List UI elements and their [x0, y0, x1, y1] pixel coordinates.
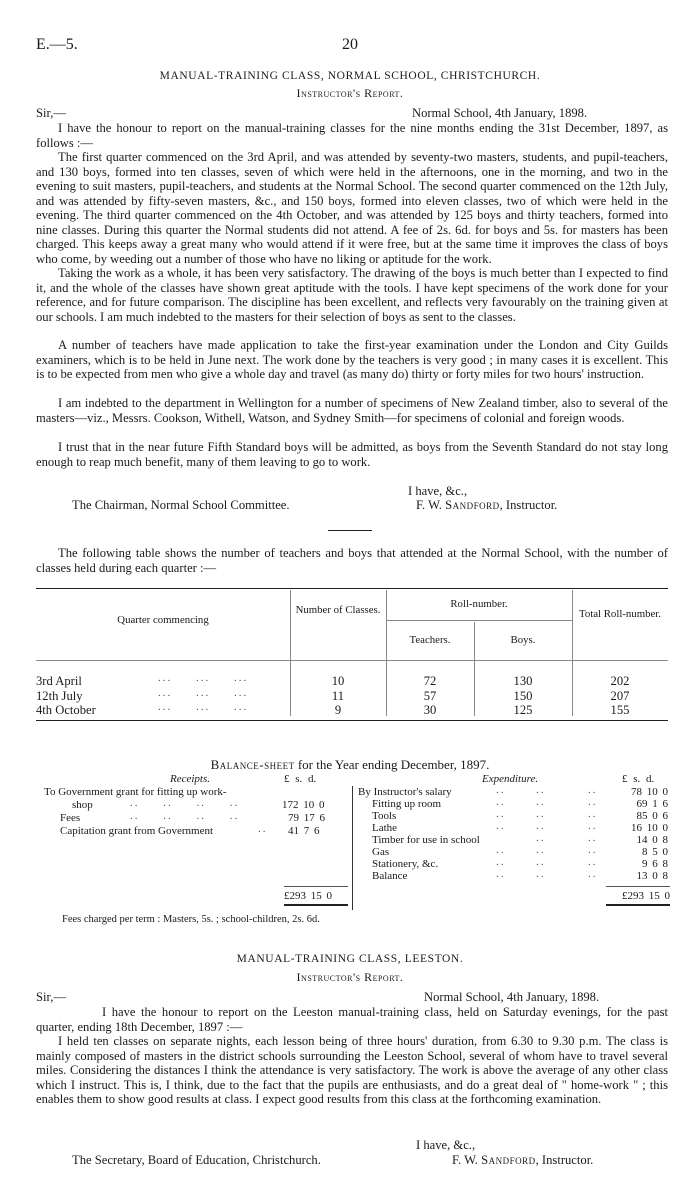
paragraph — [36, 1005, 668, 1034]
expenditure-line: Fitting up room — [372, 798, 442, 810]
cell-boys: 125 — [513, 703, 533, 717]
balance-sheet-title-rest: for the Year ending December, 1897. — [297, 757, 490, 772]
paragraph-text: A number of teachers have made application to take the first-year examination under the London and City Guilds examiners, which is to be held in June next. The work done by the teachers is very good ; in many cases it is excellent. This is to be expected from men who give a whole day and travel (as many do) thirty or forty miles for two hours' instruction. — [36, 338, 668, 381]
paragraph — [36, 121, 668, 150]
expenditure-line: Timber for use in school — [372, 834, 480, 846]
cell-total: 207 — [610, 689, 630, 703]
receipt-amount: 172 10 0 — [282, 799, 325, 811]
roll-subheader-rule — [386, 620, 572, 621]
header-total: Total Roll-number. — [578, 608, 661, 620]
cell-teachers: 30 — [423, 703, 437, 717]
closing: I have, &c., — [416, 1138, 476, 1152]
cell-boys: 150 — [513, 689, 533, 703]
page-number: 20 — [342, 36, 358, 53]
leader-dots: ... ... ... — [158, 701, 249, 713]
cell-classes: 9 — [334, 703, 342, 717]
fees-note: Fees charged per term : Masters, 5s. ; school-children, 2s. 6d. — [62, 914, 320, 925]
dateline: Normal School, 4th January, 1898. — [424, 990, 600, 1004]
header-roll: Roll-number. — [450, 598, 508, 610]
signature — [452, 1153, 593, 1168]
paragraph — [36, 338, 668, 382]
expenditure-line: Lathe — [372, 822, 398, 834]
paragraph — [36, 266, 668, 324]
signature-name: Sandford — [481, 1153, 536, 1167]
signature-initials: F. W. — [416, 498, 442, 512]
expenditure-line: Gas — [372, 846, 390, 858]
expenditure-line: Tools — [372, 810, 397, 822]
receipt-amount: 41 7 6 — [288, 825, 320, 837]
paragraph-text: The following table shows the number of teachers and boys that attended at the Normal School, with the number of classes held during each quarter :— — [36, 546, 668, 575]
leader-dots: .. .. .. .. — [130, 797, 240, 809]
cell-total: 202 — [610, 674, 630, 688]
cell-quarter: 3rd April — [36, 674, 82, 688]
report-subtitle: Instructor's Report. — [296, 970, 404, 984]
expenditure-line: By Instructor's salary — [358, 786, 452, 798]
expenditure-total: £293 15 0 — [622, 890, 670, 902]
expenditure-label: Expenditure. — [482, 773, 539, 785]
expenditure-amount: 9 6 8 — [642, 858, 668, 870]
expenditure-amount: 8 5 0 — [642, 846, 668, 858]
cell-total: 155 — [610, 703, 630, 717]
leader-dots: .. — [258, 823, 268, 835]
expenditure-amount: 85 0 6 — [636, 810, 668, 822]
table-top-rule — [36, 588, 668, 589]
salutation: Sir,— — [36, 106, 66, 120]
expenditure-amount: 78 10 0 — [631, 786, 668, 798]
report-title: MANUAL-TRAINING CLASS, LEESTON. — [236, 953, 464, 965]
header-quarter: Quarter commencing — [117, 614, 209, 626]
balance-sheet-title — [0, 757, 700, 773]
receipts-total-double-rule — [284, 904, 348, 906]
paragraph-text: I held ten classes on separate nights, each lesson being of three hours' duration, from 6.30 to 9.30 p.m. The class is mainly composed of masters in the district schools surrounding the Leeston School, several of whom have to travel several miles. Considering the distances I think the attendance is very satisfactory. The work is above the average of any other class which I instruct. This is, I think, due to the fact that the pupils are enthusiasts, and do a great deal of " home-work " ; this enables them to show good results at class. I expect good results from this class at the forthcoming examination. — [36, 1034, 668, 1106]
cell-teachers: 57 — [423, 689, 437, 703]
paragraph-text: I am indebted to the department in Wellington for a number of specimens of New Zealand timber, also to several of the masters—viz., Messrs. Cookson, Withell, Watson, and Sydney Smith—for specimens of colonial and foreign woods. — [36, 396, 668, 425]
balance-sheet-title-sc: Balance-sheet — [210, 757, 295, 772]
paragraph — [36, 440, 668, 469]
section-divider — [328, 530, 372, 531]
cell-quarter: 12th July — [36, 689, 83, 703]
report-subtitle: Instructor's Report. — [296, 86, 404, 100]
expenditure-amount: 13 0 8 — [636, 870, 668, 882]
header-teachers: Teachers. — [409, 634, 451, 646]
table-bottom-rule — [36, 720, 668, 721]
leader-dots: .. .. .. .. .. .. .. — [496, 784, 506, 880]
expenditure-line: Stationery, &c. — [372, 858, 439, 870]
header-classes: Number of Classes. — [295, 604, 381, 616]
paragraph — [36, 150, 668, 266]
receipts-total: £293 15 0 — [284, 890, 332, 902]
receipts-lsd: £ s. d. — [284, 773, 317, 785]
salutation: Sir,— — [36, 990, 66, 1004]
cell-boys: 130 — [513, 674, 533, 688]
signature-initials: F. W. — [452, 1153, 478, 1167]
cell-classes: 10 — [331, 674, 345, 688]
paragraph — [36, 1034, 668, 1107]
leader-dots: .. .. .. .. .. .. .. .. — [536, 784, 546, 880]
receipt-line: Capitation grant from Government — [60, 825, 214, 837]
paragraph-text: Taking the work as a whole, it has been very satisfactory. The drawing of the boys is much better than I expected to find it, and the whole of the classes have shown great aptitude with the tools. I have kept specimens of the work done for your reference, and for future comparison. The discipline has been excellent, and reflects very favourably on the training given at our schools. I am much indebted to the masters for their selection of boys as sent to the classes. — [36, 266, 668, 324]
paragraph-text: I have the honour to report on the manual-training classes for the nine months ending the 31st December, 1897, as follows :— — [36, 121, 668, 150]
leader-dots: .. .. .. .. — [130, 810, 240, 822]
receipts-label: Receipts. — [170, 773, 211, 785]
dateline: Normal School, 4th January, 1898. — [412, 106, 588, 120]
signature-role: , Instructor. — [499, 498, 558, 512]
addressee: The Chairman, Normal School Committee. — [72, 498, 290, 512]
cell-teachers: 72 — [423, 674, 437, 688]
expenditure-amount: 14 0 8 — [636, 834, 668, 846]
leader-dots: ... ... ... — [158, 687, 249, 699]
table-intro — [36, 546, 668, 575]
signature — [416, 498, 557, 513]
addressee: The Secretary, Board of Education, Christchurch. — [72, 1153, 321, 1167]
signature-role: , Instructor. — [535, 1153, 594, 1167]
paragraph-text: The first quarter commenced on the 3rd April, and was attended by seventy-two masters, students, and pupil-teachers, and 130 boys, formed into ten classes, seven of which were held in the afternoons, one in the morning, and two in the evening to suit masters, pupil-teachers, and students at the Normal School. The second quarter commenced on the 12th July, and was attended by fifty-seven masters, &c., and 150 boys, formed into eleven classes, two of which were held in the evening. The third quarter commenced on the 4th October, and was attended by 125 boys and thirty teachers, formed into nine classes. During this quarter the Normal students did not attend. A fee of 2s. 6d. for boys and 5s. for masters has been charged. This keeps away a great many who would attend if it were free, but at the same time it improves the class of boys who come, by weeding out a number of those who have no liking or aptitude for the work. — [36, 150, 668, 266]
page-reference: E.—5. — [36, 36, 78, 53]
expenditure-total-rule — [606, 886, 670, 887]
report-title: MANUAL-TRAINING CLASS, NORMAL SCHOOL, CHRISTCHURCH. — [159, 70, 541, 82]
expenditure-lsd: £ s. d. — [622, 773, 655, 785]
expenditure-amount: 16 10 0 — [631, 822, 668, 834]
receipt-line: Fees — [60, 812, 81, 824]
paragraph-text: I trust that in the near future Fifth Standard boys will be admitted, as boys from the Seventh Standard do not stay long enough to reap much benefit, many of them leaving to go to work. — [36, 440, 668, 469]
paragraph-text: I have the honour to report on the Leeston manual-training class, held on Saturday evenings, for the past quarter, ending 18th December, 1897 :— — [36, 1005, 668, 1034]
receipt-amount: 79 17 6 — [288, 812, 325, 824]
expenditure-amount: 69 1 6 — [636, 798, 668, 810]
header-boys: Boys. — [510, 634, 536, 646]
receipt-line: shop — [72, 799, 93, 811]
receipt-line: To Government grant for fitting up work- — [44, 786, 227, 798]
balance-divider — [352, 786, 353, 910]
expenditure-total-double-rule — [606, 904, 670, 906]
leader-dots: .. .. .. .. .. .. .. .. — [588, 784, 598, 880]
header-bottom-rule — [36, 660, 668, 661]
cell-quarter: 4th October — [36, 703, 96, 717]
closing: I have, &c., — [408, 484, 468, 498]
leader-dots: ... ... ... — [158, 672, 249, 684]
receipts-total-rule — [284, 886, 348, 887]
cell-classes: 11 — [331, 689, 345, 703]
signature-name: Sandford — [445, 498, 500, 512]
paragraph — [36, 396, 668, 425]
expenditure-line: Balance — [372, 870, 408, 882]
